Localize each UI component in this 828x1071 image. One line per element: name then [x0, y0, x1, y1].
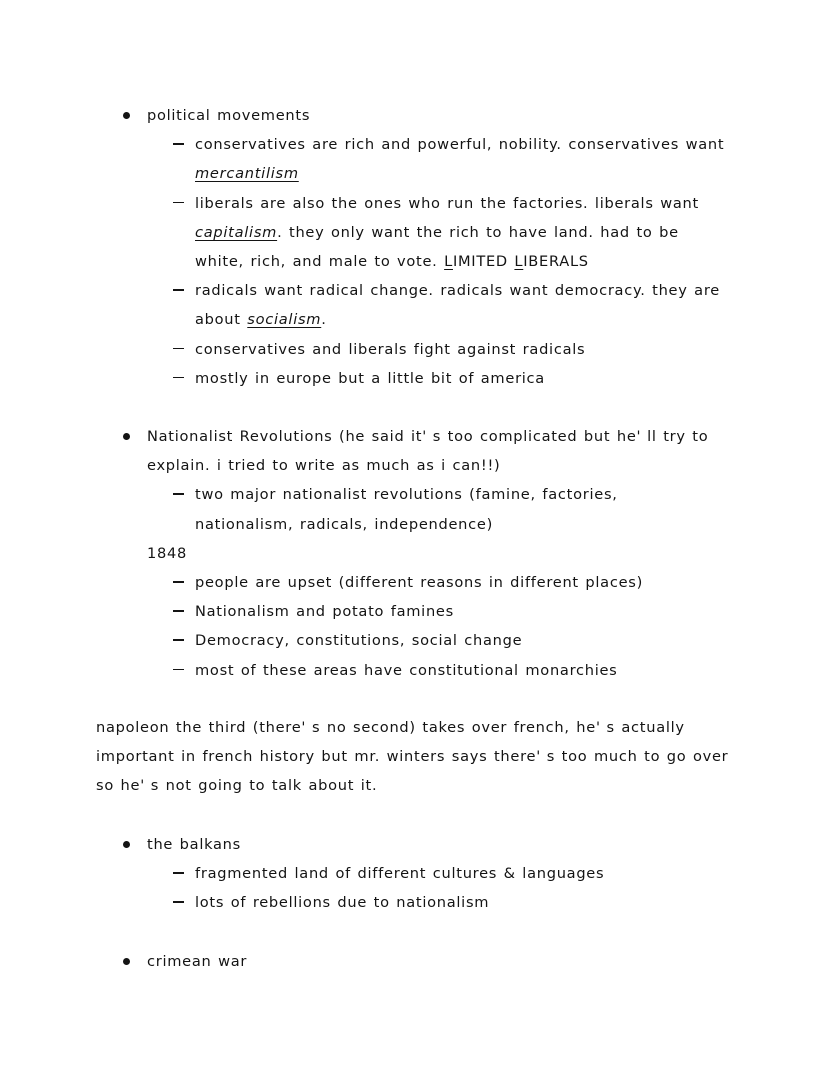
list-item-two-major-revolutions: [0, 480, 828, 538]
apostrophe: ': [140, 777, 145, 795]
dash-icon: [173, 377, 184, 379]
list-item-text: conservatives and liberals fight against radicals: [195, 340, 586, 358]
bullet-icon: [123, 433, 130, 440]
apostrophe: ': [301, 719, 306, 736]
emphasis-mercantilism: mercantilism: [195, 165, 299, 183]
emphasis-limited-initial: L: [444, 253, 453, 271]
list-item-fight-against-radicals: [0, 335, 828, 364]
bullet-icon: [123, 841, 130, 848]
subheading-1848: 1848: [147, 544, 188, 562]
list-item-text: Nationalism and potato famines: [195, 603, 454, 621]
list-item-text: liberals are also the ones who run the factories. liberals want: [195, 194, 699, 212]
dash-icon: [173, 143, 184, 145]
dash-icon: [173, 872, 184, 874]
paragraph-text: [0, 713, 828, 801]
list-item-fragmented-land: [0, 859, 828, 888]
list-item-text: Democracy, constitutions, social change: [195, 632, 523, 650]
dash-icon: [173, 610, 184, 612]
section-crimean-war: [0, 947, 828, 976]
heading-crimean-war: crimean war: [147, 953, 248, 970]
emphasis-liberals-initial: L: [514, 253, 524, 271]
heading-political-movements: political movements: [147, 107, 311, 124]
emphasis-liberals-rest: IBERALS: [523, 253, 589, 271]
list-item-people-upset: [0, 568, 828, 597]
apostrophe: ': [595, 719, 600, 736]
list-item-liberals: [0, 189, 828, 277]
section-nationalist-revolutions: [0, 422, 828, 685]
list-item-text-cont: .: [321, 311, 327, 329]
para-frag: s actually important in french history but mr. winters says there: [96, 719, 685, 766]
list-item-lots-of-rebellions: [0, 888, 828, 917]
list-item-text: two major nationalist revolutions (famine, factories, nationalism, radicals, independence): [195, 486, 618, 533]
list-item-mostly-europe: [0, 364, 828, 393]
list-item-text: radicals want radical change. radicals want democracy. they are about: [195, 282, 720, 329]
list-item-text: mostly in europe but a little bit of america: [195, 369, 545, 387]
bullet-item-the-balkans: [0, 830, 828, 859]
bullet-item-political-movements: [0, 101, 828, 130]
dash-icon: [173, 669, 184, 671]
emphasis-socialism: socialism: [247, 311, 322, 329]
apostrophe: ': [636, 428, 641, 445]
paragraph-napoleon: [0, 713, 828, 801]
list-item-text: lots of rebellions due to nationalism: [195, 894, 490, 912]
list-item-radicals: [0, 276, 828, 334]
heading-cont: ll try to explain. i tried to write as much as i can!!): [147, 428, 709, 475]
apostrophe: ': [422, 428, 427, 445]
section-the-balkans: [0, 830, 828, 918]
dash-icon: [173, 639, 184, 641]
emphasis-capitalism: capitalism: [195, 223, 278, 241]
dash-icon: [173, 581, 184, 583]
bullet-icon: [123, 958, 130, 965]
list-item-text: people are upset (different reasons in different places): [195, 574, 644, 592]
dash-icon: [173, 348, 184, 350]
heading-the-balkans: the balkans: [147, 836, 241, 853]
list-item-nationalism-famines: [0, 597, 828, 626]
para-frag: napoleon the third (there: [96, 719, 302, 736]
para-frag: s no second) takes over french, he: [305, 719, 596, 736]
bullet-icon: [123, 112, 130, 119]
para-frag: s too much to go over so he: [96, 748, 729, 795]
dash-icon: [173, 202, 184, 204]
bullet-item-crimean-war: [0, 947, 828, 976]
section-political-movements: [0, 101, 828, 393]
list-item-constitutional-monarchies: [0, 656, 828, 685]
list-item-text: conservatives are rich and powerful, nobility. conservatives want: [195, 136, 725, 154]
list-item-conservatives: [0, 130, 828, 188]
list-item-democracy-constitutions: [0, 626, 828, 655]
apostrophe: ': [536, 748, 541, 766]
dash-icon: [173, 493, 184, 495]
heading-nationalist-revolutions: Nationalist Revolutions (he said it: [147, 428, 423, 445]
list-item-text: most of these areas have constitutional monarchies: [195, 661, 618, 679]
heading-cont: s too complicated but he: [426, 428, 637, 445]
dash-icon: [173, 901, 184, 903]
emphasis-limited-rest: IMITED: [452, 253, 515, 271]
bullet-item-nationalist-revolutions: [0, 422, 828, 480]
list-item-text-cont: . they only want the rich to have land. had to be white, rich, and male to vote.: [195, 223, 679, 271]
list-item-text: fragmented land of different cultures & languages: [195, 865, 605, 883]
dash-icon: [173, 289, 184, 291]
para-frag: s not going to talk about it.: [144, 777, 378, 795]
